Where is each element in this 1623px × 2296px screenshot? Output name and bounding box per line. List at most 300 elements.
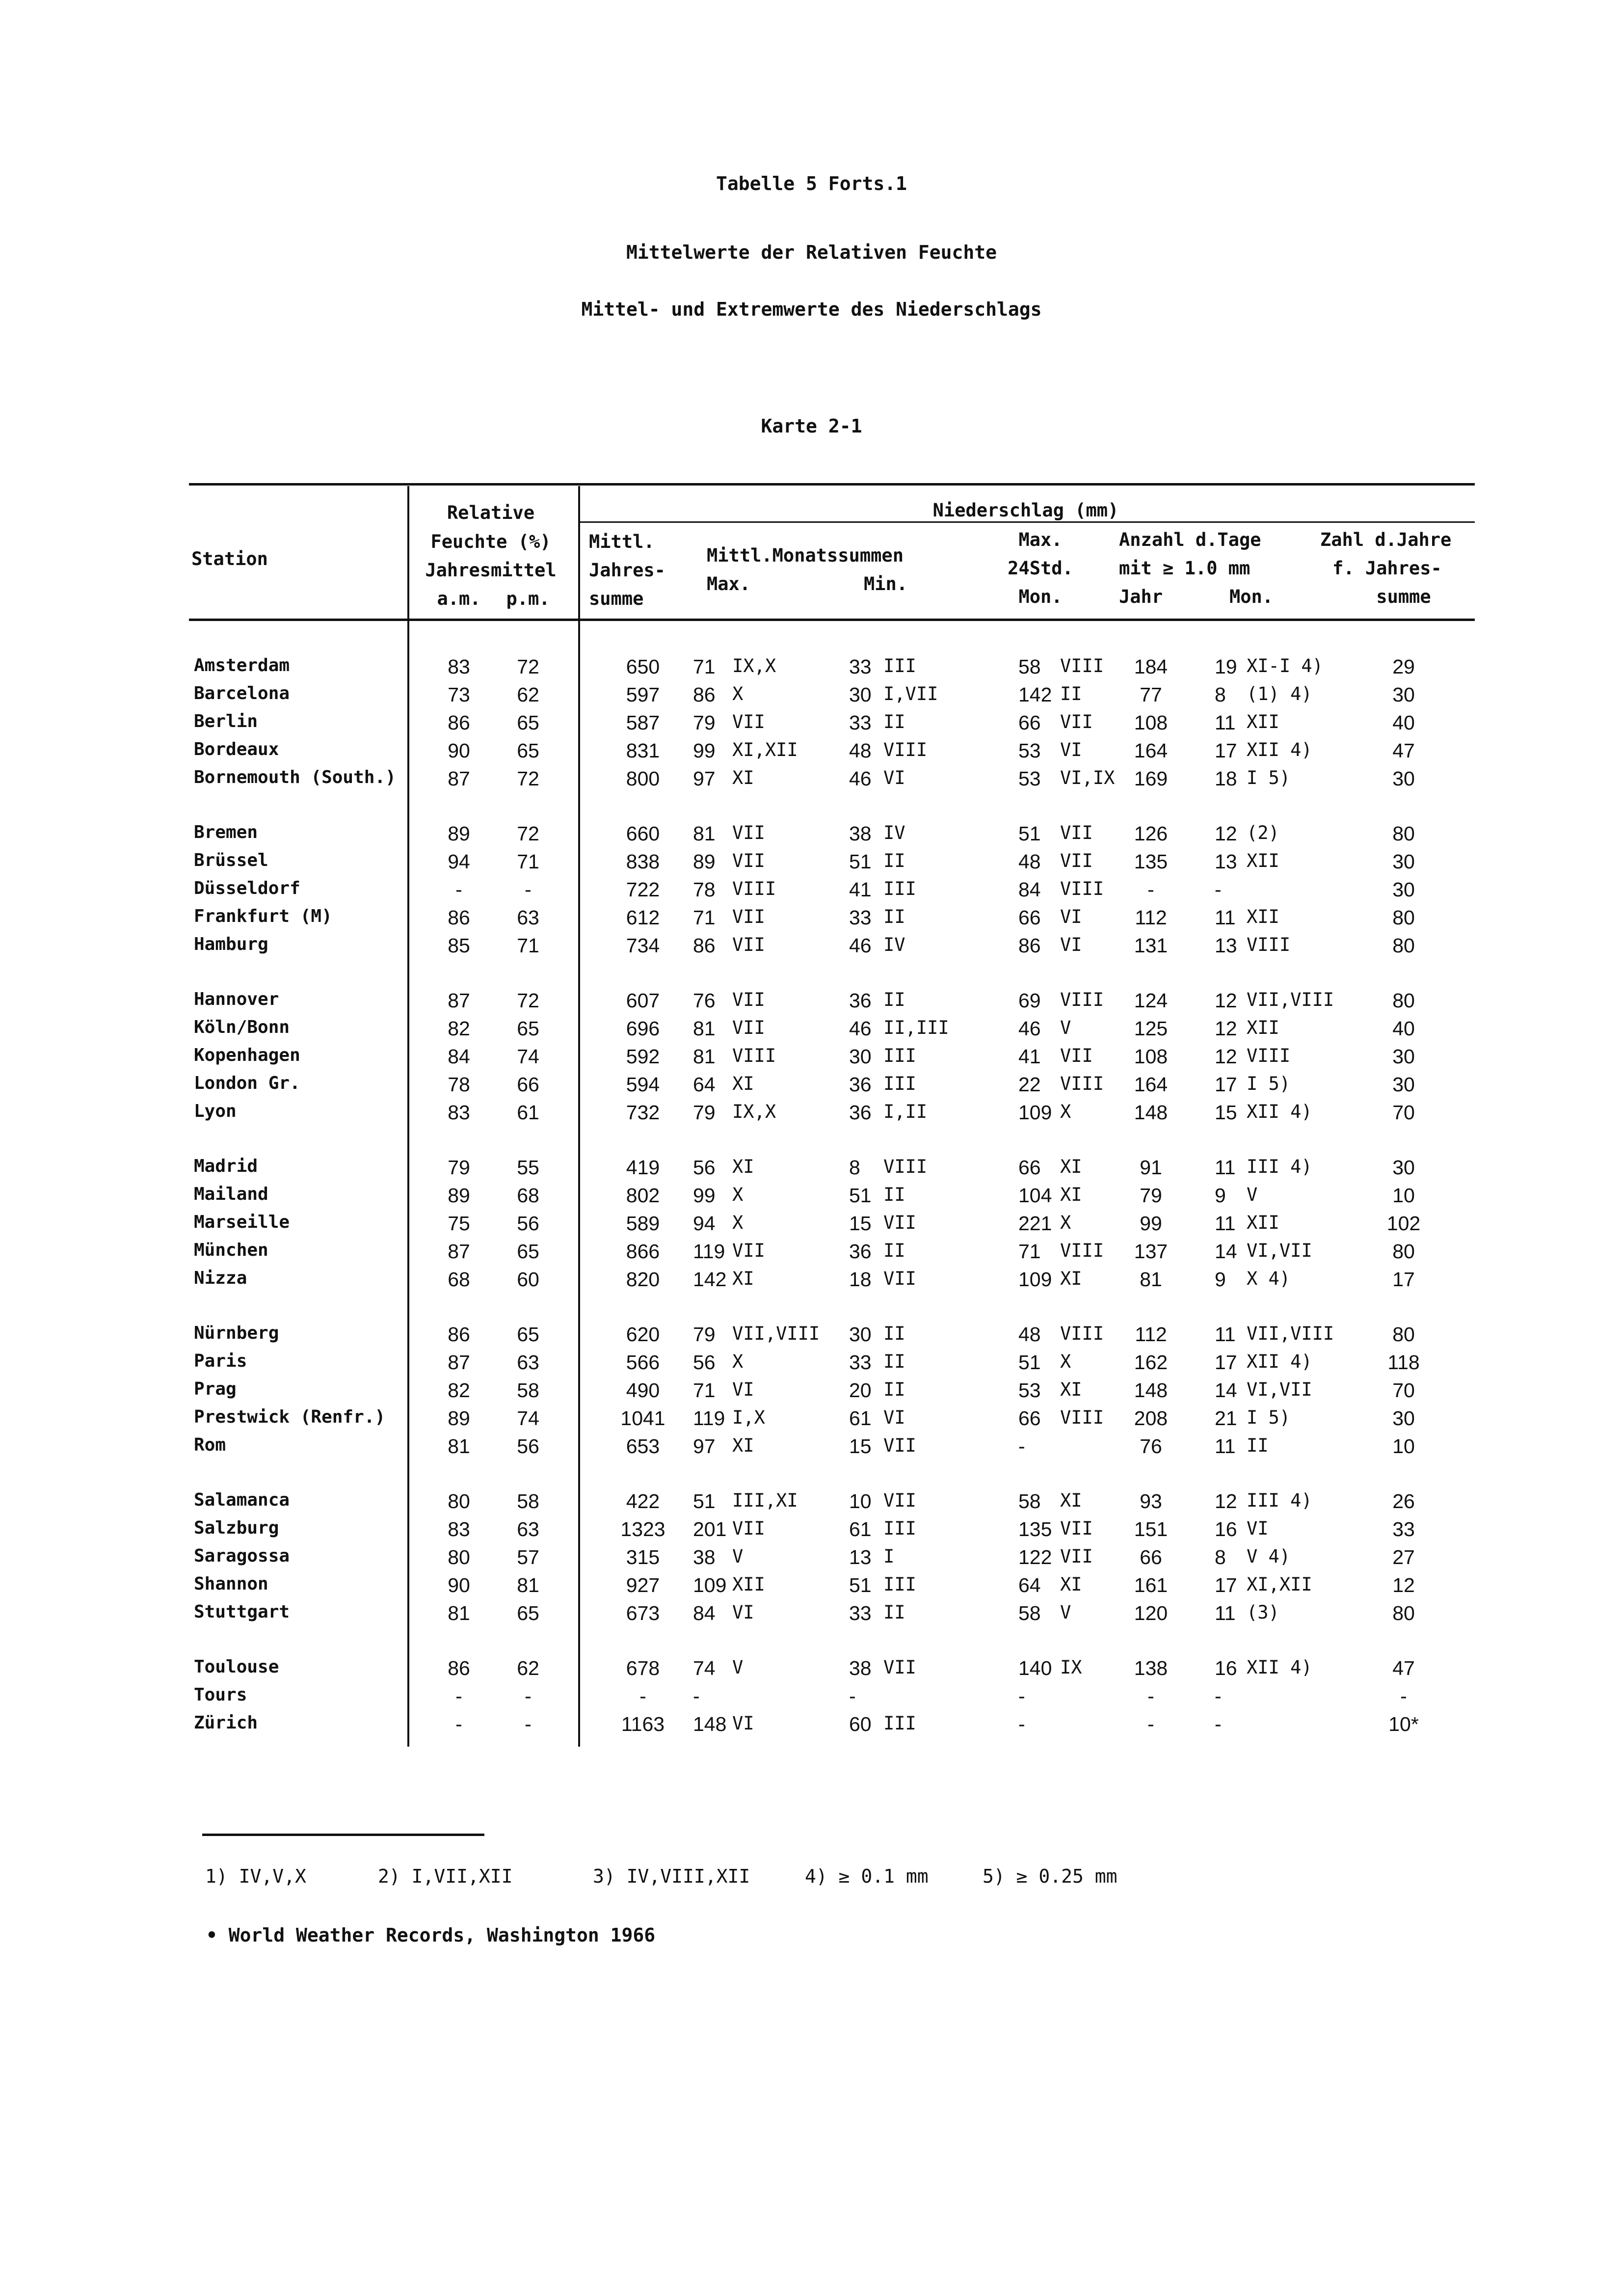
row-15-monthly-max-month: XI [732, 1156, 754, 1177]
row-11-monthly-min: 46 [849, 1017, 872, 1040]
row-13-annual-sum: 594 [626, 1073, 660, 1096]
row-8-annual-sum: 612 [626, 906, 660, 929]
row-27-max24-month: VII [1060, 1546, 1093, 1567]
row-23-days-month: I 5) [1247, 1407, 1291, 1428]
row-1-monthly-max-month: X [732, 683, 744, 704]
row-32-station: Zürich [194, 1713, 258, 1733]
row-13-days-month-count: 17 [1215, 1073, 1237, 1096]
row-24-days-month: II [1247, 1435, 1269, 1456]
row-9-max24: 86 [1018, 934, 1041, 957]
row-30-years-count: 47 [1392, 1657, 1415, 1679]
row-5-monthly-max-month: VII [732, 822, 765, 843]
row-5-humidity-pm: 72 [517, 822, 539, 845]
row-8-max24: 66 [1018, 906, 1041, 929]
row-20-max24: 48 [1018, 1323, 1041, 1346]
row-17-days-month: XII [1247, 1212, 1279, 1233]
row-14-days-year: 148 [1134, 1101, 1168, 1124]
header-relative: Relative [447, 502, 535, 523]
row-14-max24-month: X [1060, 1101, 1071, 1122]
row-30-days-year: 138 [1134, 1657, 1168, 1679]
row-14-days-month: XII 4) [1247, 1101, 1312, 1122]
row-29-years-count: 80 [1392, 1602, 1415, 1624]
row-13-years-count: 30 [1392, 1073, 1415, 1096]
row-4-monthly-max-month: XI [732, 767, 754, 788]
row-11-humidity-am: 82 [448, 1017, 470, 1040]
row-1-monthly-min: 30 [849, 683, 872, 706]
row-28-max24-month: XI [1060, 1574, 1082, 1595]
row-19-monthly-min-month: VII [883, 1268, 916, 1289]
row-16-days-month: V [1247, 1184, 1258, 1205]
row-19-max24-month: XI [1060, 1268, 1082, 1289]
row-15-monthly-max: 56 [693, 1156, 716, 1179]
row-16-annual-sum: 802 [626, 1184, 660, 1207]
row-20-max24-month: VIII [1060, 1323, 1104, 1344]
row-21-years-count: 118 [1387, 1351, 1420, 1374]
row-22-humidity-pm: 58 [517, 1379, 539, 1402]
row-21-days-year: 162 [1134, 1351, 1168, 1374]
row-12-monthly-min: 30 [849, 1045, 872, 1068]
row-14-monthly-min: 36 [849, 1101, 872, 1124]
row-19-years-count: 17 [1392, 1268, 1415, 1291]
row-4-days-month: I 5) [1247, 767, 1291, 788]
row-1-years-count: 30 [1392, 683, 1415, 706]
row-10-years-count: 80 [1392, 989, 1415, 1012]
row-32-days-year: - [1147, 1713, 1154, 1735]
row-12-monthly-max: 81 [693, 1045, 716, 1068]
row-19-days-year: 81 [1140, 1268, 1162, 1291]
row-20-humidity-pm: 65 [517, 1323, 539, 1346]
row-12-days-year: 108 [1134, 1045, 1168, 1068]
row-21-annual-sum: 566 [626, 1351, 660, 1374]
row-32-years-count: 10* [1388, 1713, 1419, 1735]
row-11-days-year: 125 [1134, 1017, 1168, 1040]
row-13-humidity-pm: 66 [517, 1073, 539, 1096]
row-1-max24: 142 [1018, 683, 1052, 706]
row-27-monthly-max-month: V [732, 1546, 744, 1567]
row-32-monthly-max: 148 [693, 1713, 727, 1735]
row-31-days-month-count: - [1215, 1685, 1222, 1707]
row-7-years-count: 30 [1392, 878, 1415, 901]
row-0-days-month: XI-I 4) [1247, 655, 1323, 676]
row-14-station: Lyon [194, 1101, 237, 1121]
row-0-monthly-min-month: III [883, 655, 916, 676]
header-max24-2: 24Std. [1008, 558, 1073, 579]
row-0-monthly-max-month: IX,X [732, 655, 776, 676]
row-3-annual-sum: 831 [626, 739, 660, 762]
row-28-max24: 64 [1018, 1574, 1041, 1596]
row-15-annual-sum: 419 [626, 1156, 660, 1179]
row-6-days-month: XII [1247, 850, 1279, 871]
header-max: Max. [707, 573, 751, 594]
row-0-monthly-min: 33 [849, 655, 872, 678]
row-19-monthly-max-month: XI [732, 1268, 754, 1289]
row-28-monthly-min-month: III [883, 1574, 916, 1595]
row-4-days-year: 169 [1134, 767, 1168, 790]
row-26-station: Salzburg [194, 1518, 279, 1538]
row-23-max24: 66 [1018, 1407, 1041, 1430]
row-7-monthly-max: 78 [693, 878, 716, 901]
row-30-days-month-count: 16 [1215, 1657, 1237, 1679]
row-10-days-month-count: 12 [1215, 989, 1237, 1012]
row-19-days-month-count: 9 [1215, 1268, 1226, 1291]
row-6-days-year: 135 [1134, 850, 1168, 873]
row-29-humidity-pm: 65 [517, 1602, 539, 1624]
row-30-annual-sum: 678 [626, 1657, 660, 1679]
header-zahl-summe: summe [1376, 586, 1431, 607]
row-9-monthly-max-month: VII [732, 934, 765, 955]
row-32-annual-sum: 1163 [621, 1713, 665, 1735]
row-9-station: Hamburg [194, 934, 268, 954]
row-24-max24: - [1018, 1435, 1025, 1458]
row-6-monthly-max: 89 [693, 850, 716, 873]
row-21-humidity-pm: 63 [517, 1351, 539, 1374]
row-4-max24-month: VI,IX [1060, 767, 1115, 788]
row-24-monthly-max-month: XI [732, 1435, 754, 1456]
row-10-station: Hannover [194, 989, 279, 1009]
row-23-annual-sum: 1041 [620, 1407, 665, 1430]
row-10-humidity-pm: 72 [517, 989, 539, 1012]
row-10-monthly-max-month: VII [732, 989, 765, 1010]
row-18-days-month: VI,VII [1247, 1240, 1312, 1261]
row-2-days-month-count: 11 [1215, 711, 1236, 734]
row-21-monthly-max-month: X [732, 1351, 744, 1372]
row-17-days-month-count: 11 [1215, 1212, 1236, 1235]
row-12-days-month: VIII [1247, 1045, 1291, 1066]
row-27-monthly-min-month: I [883, 1546, 895, 1567]
row-14-monthly-max: 79 [693, 1101, 716, 1124]
row-8-humidity-am: 86 [448, 906, 470, 929]
row-6-max24: 48 [1018, 850, 1041, 873]
row-25-max24: 58 [1018, 1490, 1041, 1513]
row-3-max24: 53 [1018, 739, 1041, 762]
row-7-max24: 84 [1018, 878, 1041, 901]
row-15-years-count: 30 [1392, 1156, 1415, 1179]
row-11-humidity-pm: 65 [517, 1017, 539, 1040]
row-11-days-month: XII [1247, 1017, 1279, 1038]
row-23-humidity-pm: 74 [517, 1407, 539, 1430]
header-bottom-rule [189, 619, 1475, 621]
row-8-days-year: 112 [1135, 906, 1167, 929]
row-27-humidity-pm: 57 [517, 1546, 539, 1568]
header-max24-3: Mon. [1018, 586, 1063, 607]
map-reference: Karte 2-1 [761, 415, 862, 437]
row-27-station: Saragossa [194, 1546, 290, 1566]
row-20-days-month-count: 11 [1215, 1323, 1236, 1346]
row-22-years-count: 70 [1392, 1379, 1415, 1402]
row-11-station: Köln/Bonn [194, 1017, 290, 1037]
row-29-monthly-max-month: VI [732, 1602, 754, 1623]
row-22-monthly-min: 20 [849, 1379, 872, 1402]
row-27-humidity-am: 80 [448, 1546, 470, 1568]
row-7-humidity-am: - [455, 878, 462, 901]
row-17-max24-month: X [1060, 1212, 1071, 1233]
source-note: • World Weather Records, Washington 1966 [206, 1924, 656, 1946]
row-30-days-month: XII 4) [1247, 1657, 1312, 1678]
row-7-days-month-count: - [1215, 878, 1222, 901]
row-22-max24-month: XI [1060, 1379, 1082, 1400]
row-29-max24: 58 [1018, 1602, 1041, 1624]
row-0-max24-month: VIII [1060, 655, 1104, 676]
row-16-max24: 104 [1018, 1184, 1052, 1207]
row-17-humidity-pm: 56 [517, 1212, 539, 1235]
row-17-days-year: 99 [1140, 1212, 1162, 1235]
row-0-days-year: 184 [1134, 655, 1168, 678]
row-5-station: Bremen [194, 822, 258, 842]
row-30-monthly-max: 74 [693, 1657, 716, 1679]
header-anzahl: Anzahl d.Tage [1119, 529, 1261, 550]
row-3-monthly-max-month: XI,XII [732, 739, 798, 760]
row-24-annual-sum: 653 [626, 1435, 660, 1458]
row-4-annual-sum: 800 [626, 767, 660, 790]
row-22-monthly-min-month: II [883, 1379, 905, 1400]
row-30-monthly-min-month: VII [883, 1657, 916, 1678]
row-3-days-year: 164 [1134, 739, 1168, 762]
footnote-rule [202, 1834, 484, 1836]
row-25-monthly-min: 10 [849, 1490, 872, 1513]
row-15-days-month-count: 11 [1215, 1156, 1236, 1179]
row-28-annual-sum: 927 [626, 1574, 660, 1596]
row-12-humidity-am: 84 [448, 1045, 470, 1068]
row-32-humidity-am: - [455, 1713, 462, 1735]
row-22-max24: 53 [1018, 1379, 1041, 1402]
row-28-days-year: 161 [1134, 1574, 1168, 1596]
row-29-monthly-min: 33 [849, 1602, 872, 1624]
row-0-days-month-count: 19 [1215, 655, 1237, 678]
row-28-humidity-am: 90 [448, 1574, 470, 1596]
row-21-monthly-min: 33 [849, 1351, 872, 1374]
niederschlag-underline [579, 521, 1475, 523]
row-19-humidity-am: 68 [448, 1268, 470, 1291]
row-8-max24-month: VI [1060, 906, 1082, 927]
row-22-annual-sum: 490 [626, 1379, 660, 1402]
row-26-monthly-min: 61 [849, 1518, 872, 1540]
row-28-monthly-max: 109 [693, 1574, 727, 1596]
row-24-monthly-min: 15 [849, 1435, 872, 1458]
row-25-days-month-count: 12 [1215, 1490, 1237, 1513]
row-21-station: Paris [194, 1351, 247, 1371]
row-12-days-month-count: 12 [1215, 1045, 1237, 1068]
row-12-years-count: 30 [1392, 1045, 1415, 1068]
header-monatssummen: Mittl.Monatssummen [707, 545, 904, 566]
table-title: Tabelle 5 Forts.1 [716, 173, 907, 194]
row-21-days-month: XII 4) [1247, 1351, 1312, 1372]
row-17-station: Marseille [194, 1212, 290, 1232]
footnote-1: 1) IV,V,X [205, 1865, 306, 1887]
row-16-monthly-min-month: II [883, 1184, 905, 1205]
row-4-humidity-pm: 72 [517, 767, 539, 790]
subtitle-precipitation: Mittel- und Extremwerte des Niederschlags [581, 298, 1042, 320]
row-1-days-month: (1) 4) [1247, 683, 1312, 704]
row-20-monthly-min-month: II [883, 1323, 905, 1344]
row-16-days-year: 79 [1140, 1184, 1162, 1207]
row-11-max24-month: V [1060, 1017, 1071, 1038]
row-13-station: London Gr. [194, 1073, 300, 1093]
row-17-monthly-min-month: VII [883, 1212, 916, 1233]
row-18-monthly-max: 119 [693, 1240, 725, 1263]
row-8-days-month: XII [1247, 906, 1279, 927]
row-27-days-month: V 4) [1247, 1546, 1291, 1567]
header-zahl: Zahl d.Jahre [1320, 529, 1452, 550]
row-18-monthly-max-month: VII [732, 1240, 765, 1261]
row-30-humidity-pm: 62 [517, 1657, 539, 1679]
row-4-max24: 53 [1018, 767, 1041, 790]
row-31-max24: - [1018, 1685, 1025, 1707]
row-31-monthly-max: - [693, 1685, 700, 1707]
row-3-monthly-min: 48 [849, 739, 872, 762]
footnote-4: 4) ≥ 0.1 mm [805, 1865, 929, 1887]
row-24-years-count: 10 [1392, 1435, 1415, 1458]
row-26-days-month-count: 16 [1215, 1518, 1237, 1540]
row-23-max24-month: VIII [1060, 1407, 1104, 1428]
row-25-monthly-max: 51 [693, 1490, 716, 1513]
row-18-humidity-pm: 65 [517, 1240, 539, 1263]
row-10-humidity-am: 87 [448, 989, 470, 1012]
row-26-annual-sum: 1323 [620, 1518, 665, 1540]
row-2-annual-sum: 587 [626, 711, 660, 734]
row-31-humidity-pm: - [525, 1685, 532, 1707]
row-28-days-month: XI,XII [1247, 1574, 1312, 1595]
row-2-max24: 66 [1018, 711, 1041, 734]
row-28-monthly-min: 51 [849, 1574, 872, 1596]
row-13-monthly-min: 36 [849, 1073, 872, 1096]
row-17-humidity-am: 75 [448, 1212, 470, 1235]
row-26-monthly-max-month: VII [732, 1518, 765, 1539]
row-13-max24: 22 [1018, 1073, 1041, 1096]
row-6-monthly-min: 51 [849, 850, 872, 873]
row-16-monthly-max-month: X [732, 1184, 744, 1205]
row-22-station: Prag [194, 1379, 237, 1399]
row-4-monthly-min: 46 [849, 767, 872, 790]
row-25-monthly-min-month: VII [883, 1490, 916, 1511]
row-2-monthly-max-month: VII [732, 711, 765, 732]
row-23-monthly-max: 119 [693, 1407, 725, 1430]
row-20-years-count: 80 [1392, 1323, 1415, 1346]
row-1-monthly-max: 86 [693, 683, 716, 706]
row-11-monthly-max-month: VII [732, 1017, 765, 1038]
row-3-days-month-count: 17 [1215, 739, 1237, 762]
row-10-max24: 69 [1018, 989, 1041, 1012]
row-13-days-year: 164 [1134, 1073, 1168, 1096]
row-20-days-year: 112 [1135, 1323, 1167, 1346]
row-30-station: Toulouse [194, 1657, 279, 1677]
row-16-days-month-count: 9 [1215, 1184, 1226, 1207]
row-7-max24-month: VIII [1060, 878, 1104, 899]
row-15-days-month: III 4) [1247, 1156, 1312, 1177]
row-2-humidity-am: 86 [448, 711, 470, 734]
row-6-monthly-max-month: VII [732, 850, 765, 871]
row-29-monthly-min-month: II [883, 1602, 905, 1623]
row-22-days-year: 148 [1134, 1379, 1168, 1402]
row-3-humidity-am: 90 [448, 739, 470, 762]
row-0-station: Amsterdam [194, 655, 290, 675]
header-min: Min. [864, 573, 908, 594]
row-9-annual-sum: 734 [626, 934, 660, 957]
row-8-monthly-min-month: II [883, 906, 905, 927]
row-27-max24: 122 [1018, 1546, 1052, 1568]
row-25-days-year: 93 [1140, 1490, 1162, 1513]
row-30-max24: 140 [1018, 1657, 1052, 1679]
row-11-monthly-min-month: II,III [883, 1017, 949, 1038]
row-25-years-count: 26 [1392, 1490, 1415, 1513]
row-31-station: Tours [194, 1685, 247, 1705]
row-6-station: Brüssel [194, 850, 268, 870]
row-20-monthly-max: 79 [693, 1323, 716, 1346]
row-5-days-month-count: 12 [1215, 822, 1237, 845]
header-mit: mit ≥ 1.0 mm [1119, 558, 1251, 579]
row-3-max24-month: VI [1060, 739, 1082, 760]
row-22-days-month-count: 14 [1215, 1379, 1237, 1402]
row-26-humidity-am: 83 [448, 1518, 470, 1540]
row-28-years-count: 12 [1392, 1574, 1415, 1596]
row-18-days-year: 137 [1134, 1240, 1168, 1263]
row-24-humidity-pm: 56 [517, 1435, 539, 1458]
row-29-days-month: (3) [1247, 1602, 1279, 1623]
row-22-humidity-am: 82 [448, 1379, 470, 1402]
row-7-monthly-max-month: VIII [732, 878, 776, 899]
row-7-monthly-min: 41 [849, 878, 872, 901]
row-2-days-month: XII [1247, 711, 1279, 732]
row-29-max24-month: V [1060, 1602, 1071, 1623]
row-26-monthly-max: 201 [693, 1518, 727, 1540]
row-25-humidity-am: 80 [448, 1490, 470, 1513]
row-0-years-count: 29 [1392, 655, 1415, 678]
row-31-annual-sum: - [639, 1685, 646, 1707]
row-18-station: München [194, 1240, 268, 1260]
row-28-monthly-max-month: XII [732, 1574, 765, 1595]
row-10-max24-month: VIII [1060, 989, 1104, 1010]
row-0-humidity-am: 83 [448, 655, 470, 678]
row-30-monthly-min: 38 [849, 1657, 872, 1679]
row-15-station: Madrid [194, 1156, 258, 1176]
row-17-max24: 221 [1018, 1212, 1052, 1235]
row-8-monthly-max-month: VII [732, 906, 765, 927]
row-6-humidity-pm: 71 [517, 850, 539, 873]
row-11-years-count: 40 [1392, 1017, 1415, 1040]
row-18-humidity-am: 87 [448, 1240, 470, 1263]
row-16-monthly-max: 99 [693, 1184, 716, 1207]
row-14-monthly-min-month: I,II [883, 1101, 928, 1122]
row-5-monthly-max: 81 [693, 822, 716, 845]
row-8-monthly-min: 33 [849, 906, 872, 929]
row-11-monthly-max: 81 [693, 1017, 716, 1040]
row-8-humidity-pm: 63 [517, 906, 539, 929]
row-26-max24: 135 [1018, 1518, 1052, 1540]
row-9-humidity-am: 85 [448, 934, 470, 957]
header-am: a.m. [437, 588, 481, 609]
row-5-max24: 51 [1018, 822, 1041, 845]
row-29-station: Stuttgart [194, 1602, 290, 1622]
row-32-max24: - [1018, 1713, 1025, 1735]
row-10-monthly-min-month: II [883, 989, 905, 1010]
header-pm: p.m. [506, 588, 550, 609]
header-mon: Mon. [1229, 586, 1274, 607]
row-32-monthly-max-month: VI [732, 1713, 754, 1734]
header-f-jahres: f. Jahres- [1332, 558, 1442, 579]
row-18-monthly-min-month: II [883, 1240, 905, 1261]
row-25-annual-sum: 422 [626, 1490, 660, 1513]
row-14-monthly-max-month: IX,X [732, 1101, 776, 1122]
row-25-monthly-max-month: III,XI [732, 1490, 798, 1511]
row-1-humidity-pm: 62 [517, 683, 539, 706]
row-23-station: Prestwick (Renfr.) [194, 1407, 386, 1427]
table-top-rule [189, 483, 1475, 486]
row-15-max24: 66 [1018, 1156, 1041, 1179]
row-17-monthly-min: 15 [849, 1212, 872, 1235]
row-23-years-count: 30 [1392, 1407, 1415, 1430]
header-station: Station [191, 548, 268, 569]
row-6-annual-sum: 838 [626, 850, 660, 873]
row-27-years-count: 27 [1392, 1546, 1415, 1568]
